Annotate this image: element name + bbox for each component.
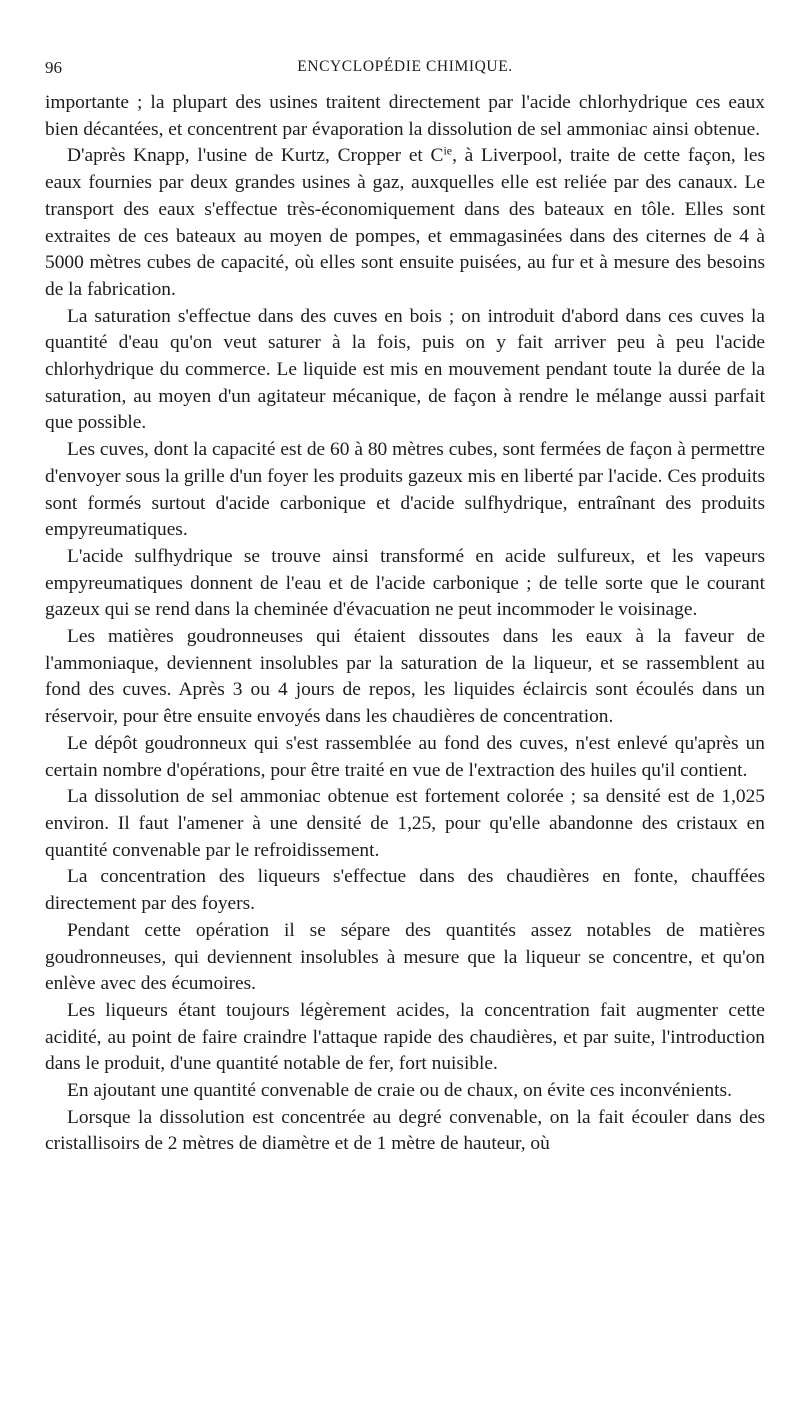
document-page	[45, 56, 765, 1158]
page-header	[45, 56, 765, 90]
superscript: ie	[443, 143, 453, 158]
paragraph: La concentration des liqueurs s'effectue dans des chaudières en fonte, chauffées directement par des foyers.	[45, 866, 765, 915]
paragraph: Les cuves, dont la capacité est de 60 à 80 mètres cubes, sont fermées de façon à permettre d'envoyer sous la grille d'un foyer les produits gazeux mis en liberté par l'acide. Ces produits sont formés surtout d'acide carbonique et d'acide sulfhydrique, entraînant des produits empyreumatiques.	[45, 439, 765, 541]
paragraph: En ajoutant une quantité convenable de craie ou de chaux, on évite ces inconvénients.	[67, 1080, 732, 1102]
body-text	[45, 90, 765, 1158]
paragraph	[45, 143, 765, 303]
paragraph: Les matières goudronneuses qui étaient dissoutes dans les eaux à la faveur de l'ammoniaque, deviennent insolubles par la saturation de la liqueur, et se rassemblent au fond des cuves. Après 3 ou 4 jours de repos, les liquides éclaircis sont écoulés dans un réservoir, pour être ensuite envoyés dans les chaudières de concentration.	[45, 626, 765, 728]
paragraph: importante ; la plupart des usines traitent directement par l'acide chlorhydrique ces eaux bien décantées, et concentrent par évaporation la dissolution de sel ammoniac ainsi obtenue.	[45, 92, 765, 140]
paragraph-rest: , à Liverpool, traite de cette façon, les eaux fournies par deux grandes usines à gaz, auxquelles elle est reliée par des canaux. Le transport des eaux s'effectue très-économiquement dans des bateaux en tôle. Elles sont extraites de ces bateaux au moyen de pompes, et emmagasinées dans des citernes de 4 à 5000 mètres cubes de capacité, où elles sont ensuite puisées, au fur et à mesure des besoins de la fabrication.	[45, 145, 765, 300]
paragraph: Lorsque la dissolution est concentrée au degré convenable, on la fait écouler dans des cristallisoirs de 2 mètres de diamètre et de 1 mètre de hauteur, où	[45, 1106, 765, 1155]
running-head: ENCYCLOPÉDIE CHIMIQUE.	[297, 58, 513, 75]
paragraph-start: D'après Knapp, l'usine de Kurtz, Cropper et C	[67, 145, 444, 167]
paragraph: La dissolution de sel ammoniac obtenue est fortement colorée ; sa densité est de 1,025 environ. Il faut l'amener à une densité de 1,25, pour qu'elle abandonne des cristaux en quantité convenable par le refroidissement.	[45, 786, 765, 861]
paragraph: Pendant cette opération il se sépare des quantités assez notables de matières goudronneuses, qui deviennent insolubles à mesure que la liqueur se concentre, et qu'on enlève avec des écumoires.	[45, 919, 765, 995]
paragraph: La saturation s'effectue dans des cuves en bois ; on introduit d'abord dans ces cuves la quantité d'eau qu'on veut saturer à la fois, puis on y fait arriver peu à peu l'acide chlorhydrique du commerce. Le liquide est mis en mouvement pendant toute la durée de la saturation, au moyen d'un agitateur mécanique, de façon à rendre le mélange aussi parfait que possible.	[45, 305, 765, 434]
page-number: 96	[45, 58, 62, 77]
paragraph: Les liqueurs étant toujours légèrement acides, la concentration fait augmenter cette acidité, au point de faire craindre l'attaque rapide des chaudières, et par suite, l'introduction dans le produit, d'une quantité notable de fer, fort nuisible.	[45, 999, 765, 1075]
paragraph: L'acide sulfhydrique se trouve ainsi transformé en acide sulfureux, et les vapeurs empyreumatiques donnent de l'eau et de l'acide carbonique ; de telle sorte que le courant gazeux qui se rend dans la cheminée d'évacuation ne peut incommoder le voisinage.	[45, 545, 765, 621]
paragraph: Le dépôt goudronneux qui s'est rassemblée au fond des cuves, n'est enlevé qu'après un certain nombre d'opérations, pour être traité en vue de l'extraction des huiles qu'il contient.	[45, 732, 765, 781]
